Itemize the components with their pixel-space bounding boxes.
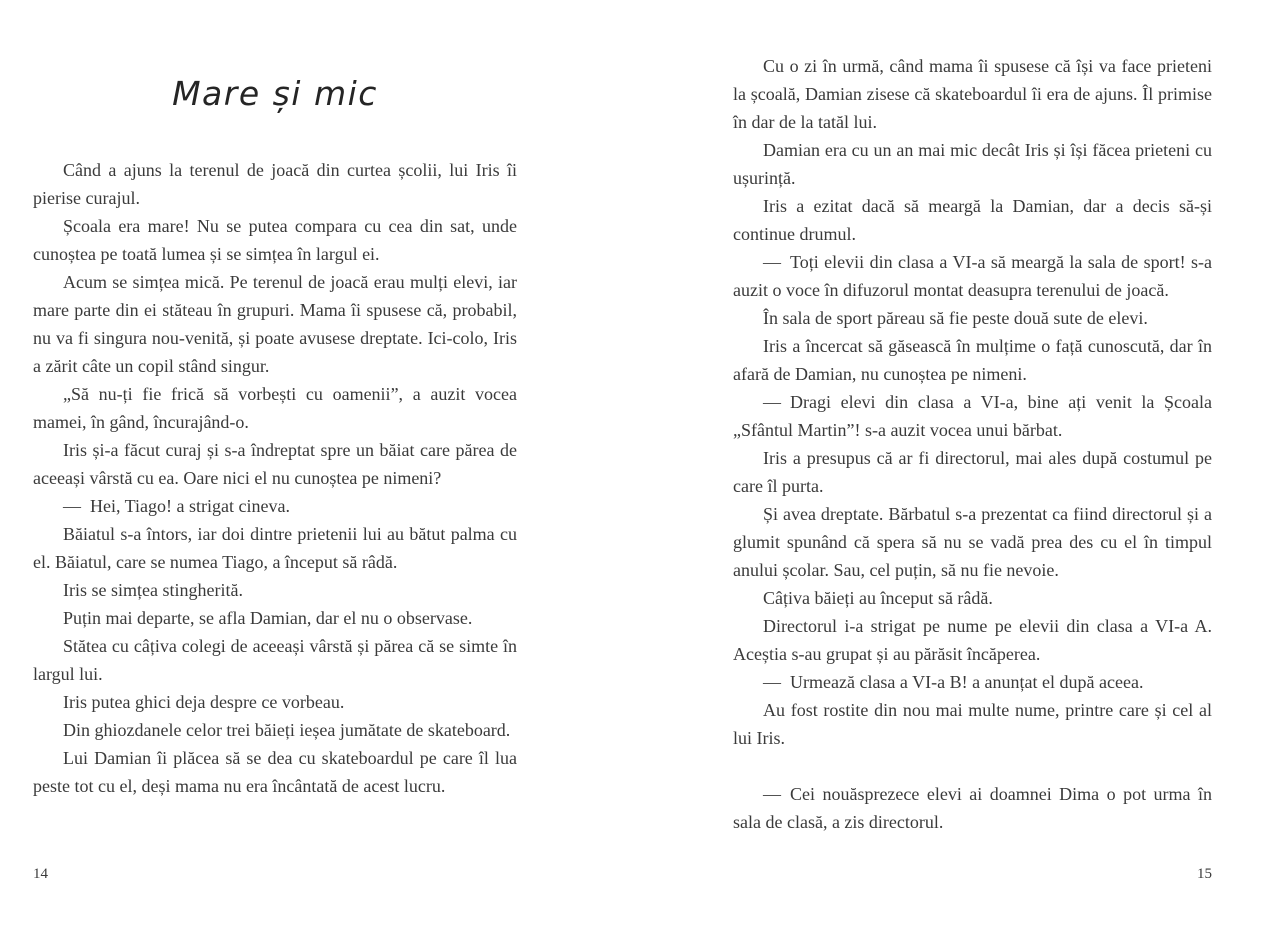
page-number-right: 15 xyxy=(1197,866,1212,882)
paragraph: — Dragi elevi din clasa a VI-a, bine ați venit la Școala „Sfântul Martin”! s-a auzit vocea unui bărbat. xyxy=(733,392,1212,440)
paragraph: Și avea dreptate. Bărbatul s-a prezentat ca fiind directorul și a glumit spunând că spera să nu se vadă prea des cu el în timpul anului școlar. Sau, cel puțin, să nu fie nevoie. xyxy=(733,504,1212,580)
right-page-text xyxy=(733,52,1212,836)
paragraph: Iris putea ghici deja despre ce vorbeau. xyxy=(63,692,345,712)
chapter-title: Mare și mic xyxy=(172,74,378,113)
paragraph: Din ghiozdanele celor trei băieți ieșea jumătate de skateboard. xyxy=(63,720,511,740)
paragraph: Acum se simțea mică. Pe terenul de joacă erau mulți elevi, iar mare parte din ei stăteau în grupuri. Mama îi spusese că, probabil, nu va fi singura nou-venită, și poate avusese dreptate. Ici-colo, Iris a zărit câte un copil stând singur. xyxy=(33,272,517,376)
paragraph: Damian era cu un an mai mic decât Iris și își făcea prieteni cu ușurință. xyxy=(733,140,1212,188)
paragraph: — Urmează clasa a VI-a B! a anunțat el după aceea. xyxy=(763,672,1144,692)
paragraph: — Hei, Tiago! a strigat cineva. xyxy=(63,496,290,516)
paragraph: Stătea cu câțiva colegi de aceeași vârstă și părea că se simte în largul lui. xyxy=(33,636,517,684)
paragraph: — Cei nouăsprezece elevi ai doamnei Dima o pot urma în sala de clasă, a zis directorul. xyxy=(733,784,1212,832)
paragraph: Iris a presupus că ar fi directorul, mai ales după costumul pe care îl purta. xyxy=(733,448,1212,496)
paragraph: Puțin mai departe, se afla Damian, dar el nu o observase. xyxy=(63,608,473,628)
paragraph: Directorul i-a strigat pe nume pe elevii din clasa a VI-a A. Aceștia s-au grupat și au părăsit încăperea. xyxy=(733,616,1212,664)
paragraph: „Să nu-ți fie frică să vorbești cu oamenii”, a auzit vocea mamei, în gând, încurajând-o. xyxy=(33,384,517,432)
paragraph: Iris a încercat să găsească în mulțime o față cunoscută, dar în afară de Damian, nu cunoștea pe nimeni. xyxy=(733,336,1212,384)
paragraph: Au fost rostite din nou mai multe nume, printre care și cel al lui Iris. xyxy=(733,700,1212,748)
paragraph: În sala de sport păreau să fie peste două sute de elevi. xyxy=(763,308,1148,328)
page-number-left: 14 xyxy=(33,866,48,882)
paragraph: Lui Damian îi plăcea să se dea cu skateboardul pe care îl lua peste tot cu el, deși mama nu era încântată de acest lucru. xyxy=(33,748,517,796)
paragraph: Câțiva băieți au început să râdă. xyxy=(763,588,993,608)
paragraph: Iris a ezitat dacă să meargă la Damian, dar a decis să-și continue drumul. xyxy=(733,196,1212,244)
paragraph: Iris se simțea stingherită. xyxy=(63,580,243,600)
paragraph: Băiatul s-a întors, iar doi dintre prietenii lui au bătut palma cu el. Băiatul, care se numea Tiago, a început să râdă. xyxy=(33,524,517,572)
paragraph: Cu o zi în urmă, când mama îi spusese că își va face prieteni la școală, Damian zisese că skateboardul îi era de ajuns. Îl primise în dar de la tatăl lui. xyxy=(733,56,1212,132)
paragraph: Iris și-a făcut curaj și s-a îndreptat spre un băiat care părea de aceeași vârstă cu ea. Oare nici el nu cunoștea pe nimeni? xyxy=(33,440,517,488)
paragraph: Când a ajuns la terenul de joacă din curtea școlii, lui Iris îi pierise curajul. xyxy=(33,160,517,208)
paragraph: Școala era mare! Nu se putea compara cu cea din sat, unde cunoștea pe toată lumea și se simțea în largul ei. xyxy=(33,216,517,264)
left-page-text xyxy=(33,156,517,800)
paragraph: — Toți elevii din clasa a VI-a să meargă la sala de sport! s-a auzit o voce în difuzorul montat deasupra terenului de joacă. xyxy=(733,252,1212,300)
